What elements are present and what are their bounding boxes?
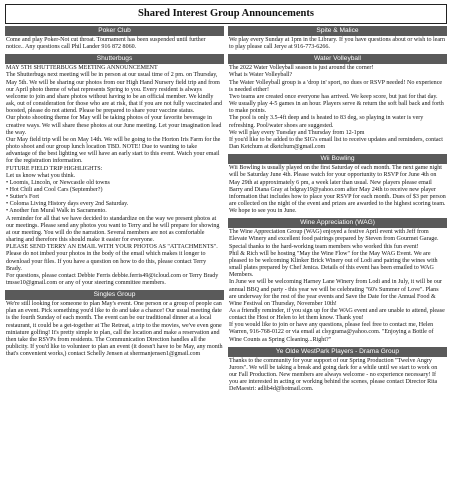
section-header-wine-appreciation-wag: Wine Appreciation (WAG) — [228, 218, 447, 228]
section-body-wine-appreciation-wag — [228, 228, 447, 347]
paragraph: Two teams are created once everyone has arrived. We keep score, but just for that day. We usually play 4-5 games in an hour. Players serve & return the soft ball back and forth to make points. — [229, 93, 444, 115]
paragraph: • Hot Chili and Cool Cars (September?) — [6, 186, 103, 193]
paragraph: The Water Volleyball group is a 'drop in' sport, no dues or RSVP needed! No experience is needed either! — [229, 79, 443, 93]
paragraph: FUTURE FIELD TRIP HIGHLIGHTS: — [6, 165, 103, 172]
paragraph: • Another fun Mural Walk in Sacramento. — [6, 208, 107, 215]
paragraph: • Coloma Living History days every 2nd Saturday. — [6, 201, 129, 208]
section-body-wii-bowling — [228, 164, 447, 218]
paragraph: As a friendly reminder, if you sign up for the WAG event and are unable to attend, please contact the Host or Helen to let them know. Thank you! — [229, 308, 445, 322]
paragraph: MAY 5TH SHUTTERBUGS MEETING ANNOUNCEMENT — [6, 65, 158, 72]
paragraph: A reminder for all that we have decided to standardize on the way we present photos at our meetings. Please send any photos you want to Terry and he will prepare for showing at our meeting. You will do the narration. Several members are not as comfortable sharing and therefore this should make it easier for everyone. — [6, 215, 220, 244]
paragraph: We play every Sunday at 1pm in the Library. If you have questions about or wish to learn to play please call Jerye at 916-773-6266. — [229, 37, 446, 51]
section-header-ye-olde-westpark-players-drama-group: Ye Olde WestPark Players - Drama Group — [228, 347, 447, 357]
section-header-poker-club: Poker Club — [5, 26, 224, 36]
paragraph: If you'd like to be added to the SIG's email list to receive updates and reminders, contact Dan Ketchum at dketchum@gmail.com — [229, 136, 443, 151]
left-column — [5, 26, 224, 397]
paragraph: Come and play Poker-Not cut throat. Tournament has been suspended until further notice.. Any questions call Phil Lander 916 872 8060. — [6, 37, 206, 51]
section-header-shutterbugs: Shutterbugs — [5, 54, 224, 64]
paragraph: We're still looking for someone to plan May's event. One person or a group of people can plan an event. Pick something you'd like to do and take a chance! Our usual meeting date is the fourth Sunday of each month. The event can be our traditional dinner at a local restaurant, it could be a get-together at The Retreat, a trip to the movies, we've even gone miniature golfing! It's pretty simple to plan, call the location and make a reservation and then take the RSVPs from residents. The Communication Direction handles all the publicity. If you'd like to volunteer to plan an event (it doesn't have to be May, any month that's convenient works,) contact Schelly Jensen at shermanjensen1@gmail.com — [6, 301, 223, 358]
paragraph: For questions, please contact Debbie Ferris debbie.ferris49@icloud.com or Terry Brady tmsse10@gmail.com or any of your steering committee members. — [6, 272, 219, 286]
right-column — [228, 26, 447, 397]
section-header-water-volleyball: Water Volleyball — [228, 54, 447, 64]
section-body-ye-olde-westpark-players-drama-group — [228, 357, 447, 397]
paragraph: The pool is only 3.5-4ft deep and is heated to 83 deg, so playing in water is very refreshing. Pool/water shoes are suggested. — [229, 115, 424, 129]
paragraph: If you would like to join or have any questions, please feel free to contact me, Helen Warren, 916-768-0122 or via email at clsygrama@yahoo.com. "Enjoying a Bottle of Wine Counts as Spring Cleaning...Right?" — [229, 322, 434, 343]
paragraph: In June we will be welcoming Harney Lane Winery from Lodi and in July, it will be our annual BBQ and party - this year we will be celebrating "60's Summer of Love". Plans are underway for the rest of the year events and Save the Date for the Annual Food & Wine Festival on Thursday, November 10th! — [229, 279, 442, 307]
paragraph: Let us know what you think. — [6, 172, 76, 179]
section-header-wii-bowling: Wii Bowling — [228, 154, 447, 164]
paragraph: • Loomis, Lincoln, or Newcastle old towns — [6, 179, 110, 186]
paragraph: Our May field trip will be on May 14th. We will be going to the Horton Iris Farm for the photo shoot and our group lunch location TBD. NOTE! Due to wanting to take advantage of the best lighting we will have an early start to this event. Watch your email for the registration information. — [6, 136, 221, 165]
paragraph: Thanks to the community for your support of our Spring Production "Twelve Angry Jurors". We will be taking a break and going dark for a while until we start to work on our Fall Production. New members are always welcome - no experience necessary! If you are interested in acting or working behind the scenes, please contact Director Rita DeMaestri: adlib4d@hotmail.com. — [229, 357, 438, 393]
page-title: Shared Interest Group Announcements — [5, 4, 447, 24]
section-header-singles-group: Singles Group — [5, 290, 224, 300]
paragraph: Our photo shooting theme for May will be taking photos of your favorite beverage in creative ways. We will share these photos at our June meeting. Let your imagination lead the way. — [6, 115, 222, 136]
section-body-poker-club — [5, 36, 224, 54]
section-body-spite-malice — [228, 36, 447, 54]
paragraph: PLEASE SEND TERRY AN EMAIL WITH YOUR PHOTOS AS "ATTACHMENTS". Please do not imbed your photos in the body of the email which makes it longer to download your files. If you have a question on how to do this, please contact Terry Brady. — [6, 244, 218, 272]
section-header-spite-malice: Spite & Malice — [228, 26, 447, 36]
paragraph: The Shutterbugs next meeting will be in person at our usual time of 2 pm. on Thursday, May 5th. We will be sharing our photos from our High Hand Nursery field trip and from our April photo theme of what represents Spring to you. Every resident is always welcome to join and share photos without having to be an official member. We kindly ask, out of consideration for those who are at risk, that if you are not fully vaccinated and boosted, please do not attend. Please be prepared to share your vaccine status. — [6, 72, 223, 115]
paragraph: The 2022 Water Volleyball season is just around the corner! — [229, 65, 374, 72]
paragraph: Phil & Rich will be hosting "May the Wine Flow" for the May WAG Event. We are pleased to be welcoming Klinker Brick Winery out of Lodi and pairing the wines with small plates prepared by Chef Jenica. Details of this event has been emailed to WAG Members. — [229, 250, 438, 279]
paragraph: Wii Bowling is usually played on the first Saturday of each month. The next game night will be Saturday June 4th. Please watch for your opportunity to RSVP for June 4th on May 29th at approximately 6 pm, a week later than usual. New players please email Barry and Diana Gray at bdgray19@yahoo.com after May 24th to receive new player information that includes how to place your RSVP for each month. Dues of $3 per person are collected on the night of the event and prizes are awarded to the highest scoring team. We hope to see you in June. — [229, 165, 446, 215]
paragraph: We will play every Tuesday and Thursday from 12-1pm — [229, 129, 365, 136]
section-body-singles-group — [5, 300, 224, 361]
paragraph: What is Water Volleyball? — [229, 72, 293, 79]
section-body-shutterbugs — [5, 64, 224, 290]
paragraph: The Wine Appreciation Group (WAG) enjoyed a festive April event with Jeff from Elevate Winery and excellent food pairings prepared by Steven from Gourmet Garage. Special thanks to the hard-working team members who worked this fun event! — [229, 229, 439, 250]
paragraph: • Sutter's Fort — [6, 194, 40, 201]
section-body-water-volleyball — [228, 64, 447, 154]
